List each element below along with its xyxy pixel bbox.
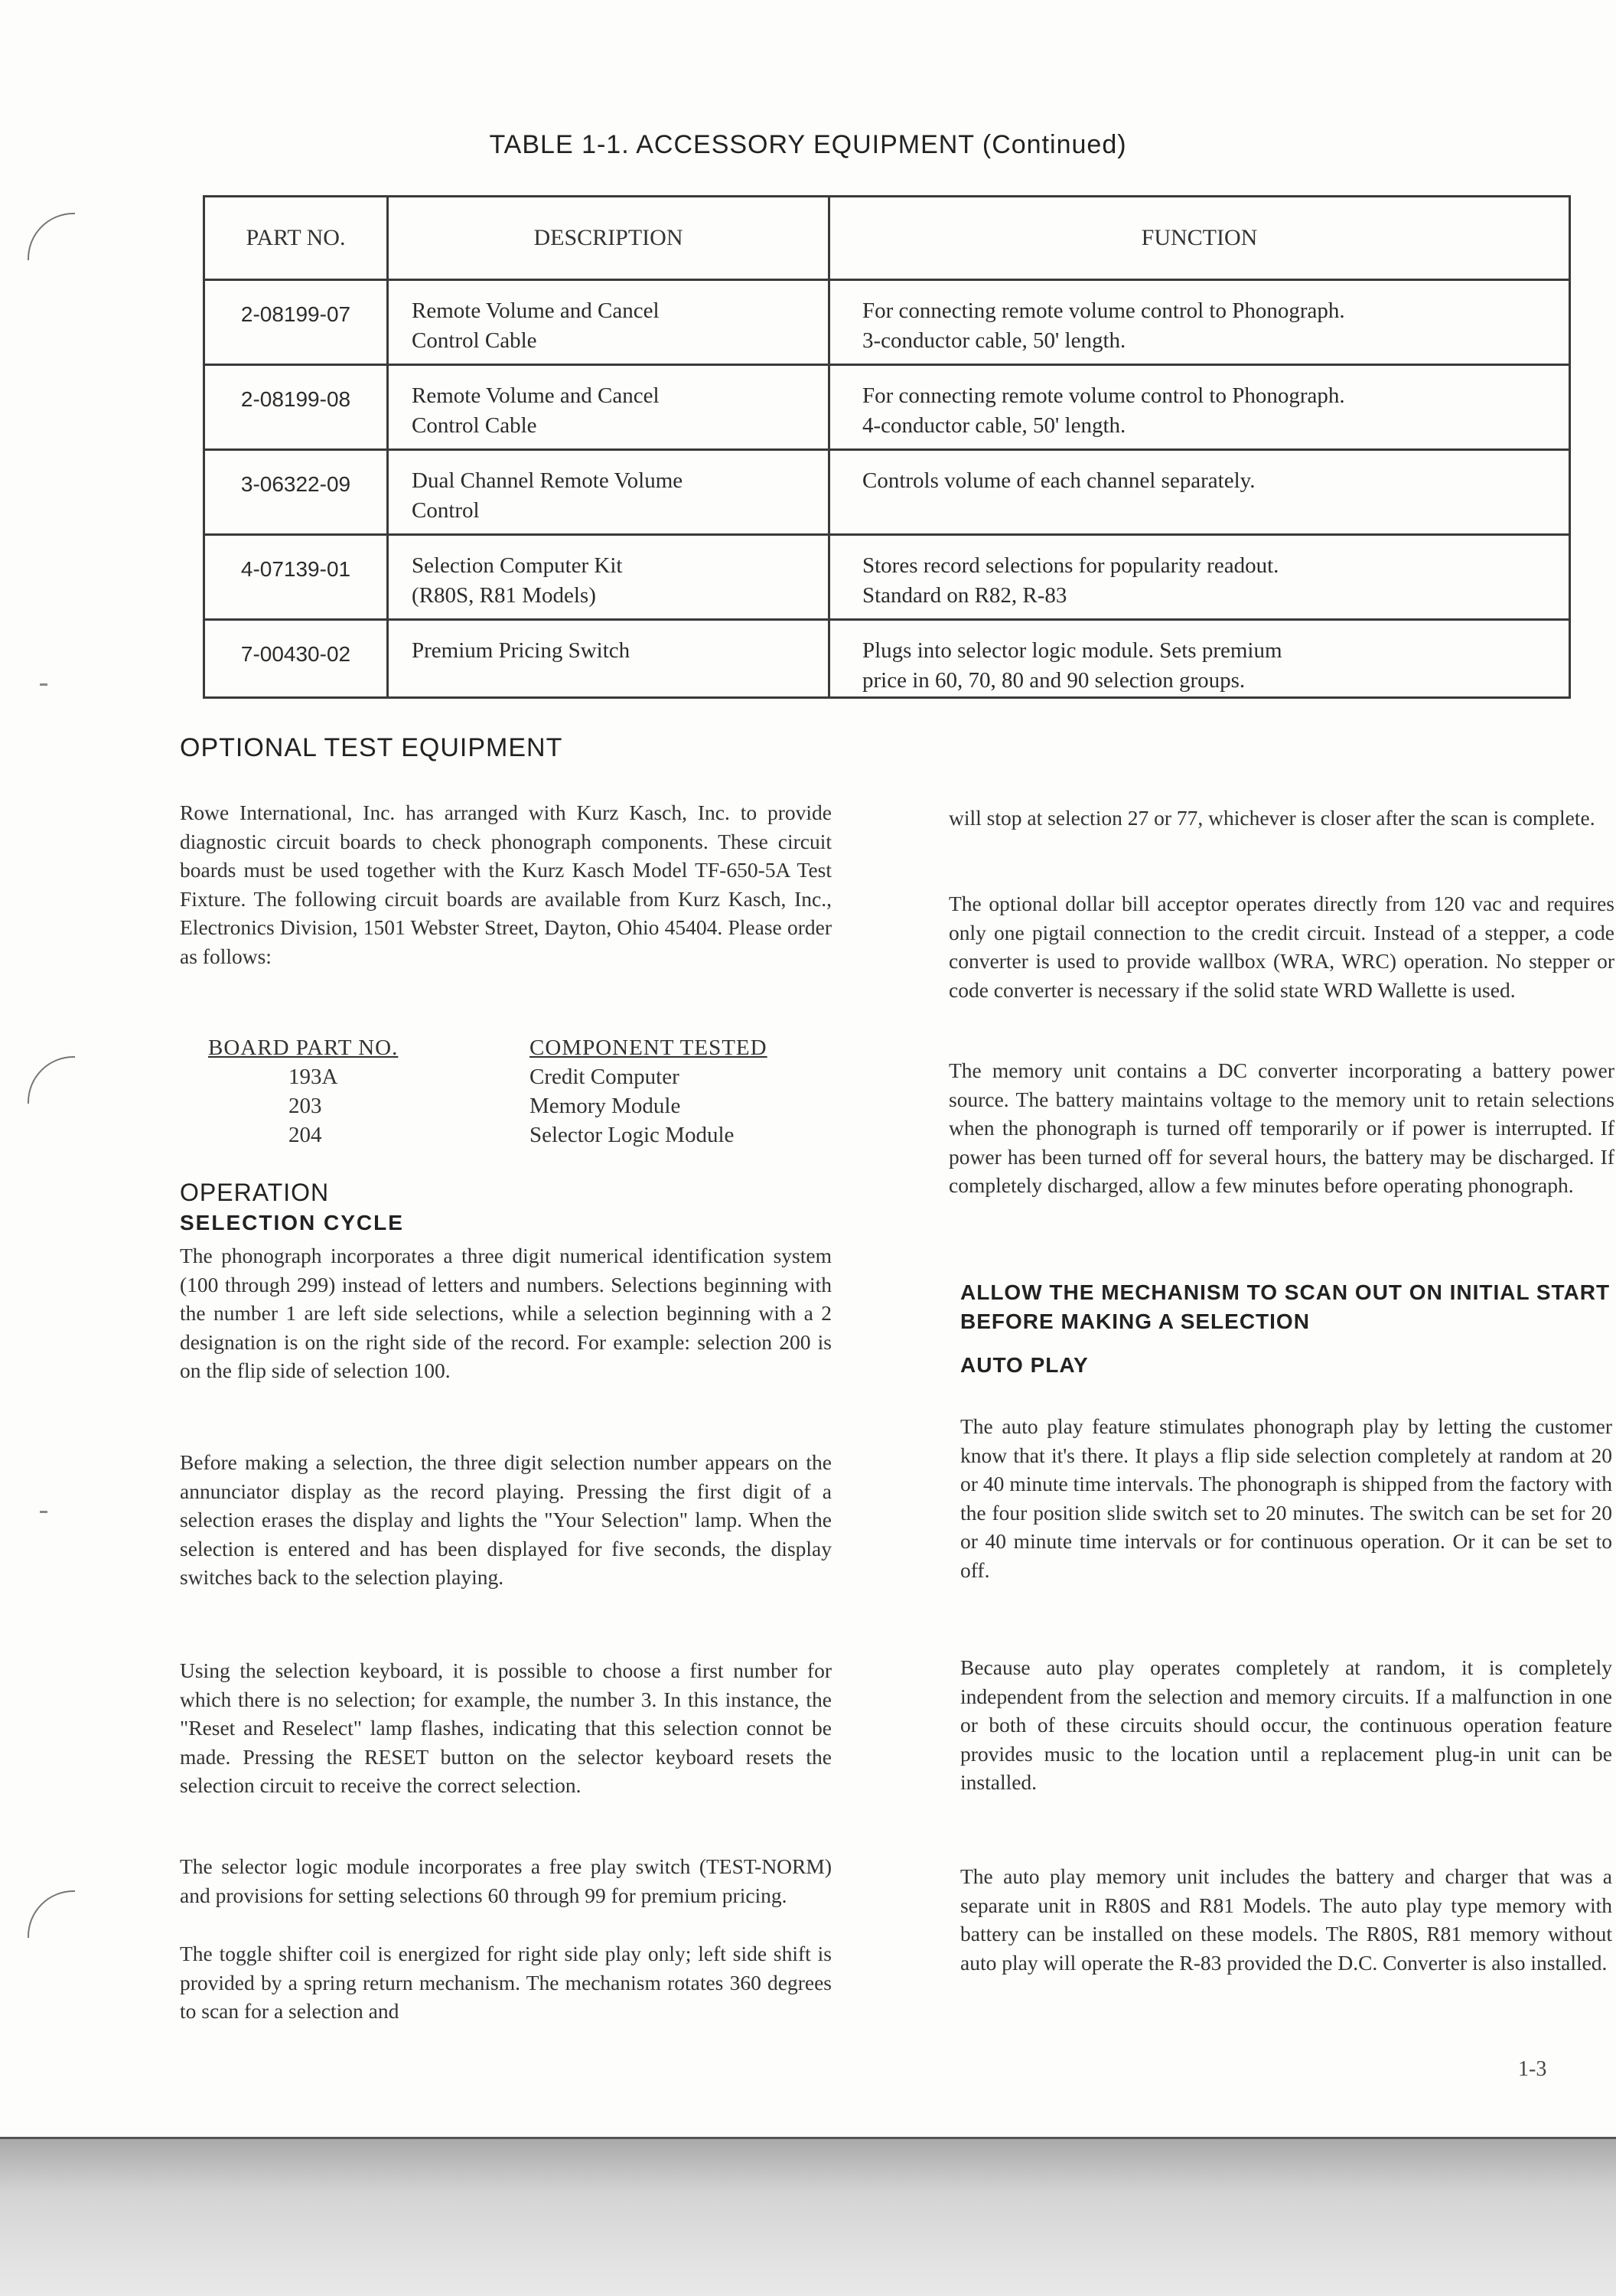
function-cell: Plugs into selector logic module. Sets premium price in 60, 70, 80 and 90 selection groups. — [829, 620, 1570, 698]
right-paragraph: will stop at selection 27 or 77, whichever is closer after the scan is complete. — [949, 806, 1595, 830]
function-cell: Controls volume of each channel separately. — [829, 450, 1570, 535]
accessory-equipment-table — [203, 195, 1571, 699]
part-number: 2-08199-08 — [204, 365, 388, 450]
table-row — [204, 450, 1570, 535]
optional-test-paragraph: Rowe International, Inc. has arranged with Kurz Kasch, Inc. to provide diagnostic circuit boards to check phonograph components. These circuit boards must be used together with the Kurz Kasch Model TF-650-5A Test Fixture. The following circuit boards are available from Kurz Kasch, Inc., Electronics Division, 1501 Webster Street, Dayton, Ohio 45404. Please order as follows: — [180, 801, 832, 968]
description-cell: Dual Channel Remote Volume Control — [388, 450, 829, 535]
component-header: COMPONENT TESTED — [529, 1035, 767, 1060]
margin-mark — [40, 683, 47, 686]
auto-play-paragraph: Because auto play operates completely at random, it is completely independent from the selection and memory circuits. If a malfunction in one or both of these circuits should occur, the continuous operation feature provides music to the location until a replacement plug-in unit can be installed. — [960, 1655, 1612, 1794]
selection-cycle-heading: SELECTION CYCLE — [180, 1211, 404, 1234]
table-title: TABLE 1-1. ACCESSORY EQUIPMENT (Continued) — [489, 130, 1127, 159]
description-cell: Premium Pricing Switch — [388, 620, 829, 698]
punch-hole-mark — [28, 213, 75, 260]
operation-paragraph: Using the selection keyboard, it is possible to choose a first number for which there is no selection; for example, the number 3. In this instance, the "Reset and Reselect" lamp flashes, indicating that this selection connot be made. Pressing the RESET button on the selector keyboard resets the selection circuit to receive the correct selection. — [180, 1658, 832, 1797]
operation-paragraph: The phonograph incorporates a three digit numerical identification system (100 through 299) instead of letters and numbers. Selections beginning with the number 1 are left side selections, while a selection beginning with a 2 designation is on the right side of the record. For example: selection 200 is on the flip side of selection 100. — [180, 1244, 832, 1382]
operation-paragraph: Before making a selection, the three digit selection number appears on the annunciator display as the record playing. Pressing the first digit of a selection erases the display and lights the "Your Selection" lamp. When the selection is entered and has been displayed for five seconds, the display switches back to the selection playing. — [180, 1450, 832, 1589]
punch-hole-mark — [28, 1890, 75, 1938]
part-number: 2-08199-07 — [204, 280, 388, 365]
auto-play-paragraph: The auto play feature stimulates phonograph play by letting the customer know that it's there. It plays a flip side selection completely at random at 20 or 40 minute time intervals. The phonograph is shipped from the factory with the four position slide switch set to 20 minutes. The switch can be set for 20 or 40 minute time intervals or for continuous operation. Or it can be set to off. — [960, 1414, 1612, 1582]
header-function: FUNCTION — [829, 197, 1570, 280]
table-row — [204, 365, 1570, 450]
component-tested: Credit Computer — [529, 1065, 679, 1089]
header-part-no: PART NO. — [204, 197, 388, 280]
right-paragraph: The memory unit contains a DC converter incorporating a battery power source. The battery maintains voltage to the memory unit to retain selections when the phonograph is turned off temporarily or if power is interrupted. If power has been turned off for several hours, the battery may be discharged. If completely discharged, allow a few minutes before operating phonograph. — [949, 1058, 1614, 1197]
table-row — [204, 620, 1570, 698]
margin-mark — [40, 1511, 47, 1513]
table-row — [204, 280, 1570, 365]
description-cell: Remote Volume and Cancel Control Cable — [388, 280, 829, 365]
operation-heading: OPERATION — [180, 1179, 330, 1206]
function-cell: Stores record selections for popularity readout. Standard on R82, R-83 — [829, 535, 1570, 620]
function-cell: For connecting remote volume control to Phonograph. 3-conductor cable, 50' length. — [829, 280, 1570, 365]
right-paragraph: The optional dollar bill acceptor operates directly from 120 vac and requires only one pigtail connection to the credit circuit. Instead of a stepper, a code converter is used to provide wallbox (WRA, WRC) operation. No stepper or code converter is necessary if the solid state WRD Wallette is used. — [949, 892, 1614, 1002]
part-number: 7-00430-02 — [204, 620, 388, 698]
auto-play-heading: AUTO PLAY — [960, 1353, 1089, 1377]
auto-play-paragraph: The auto play memory unit includes the battery and charger that was a separate unit in R80S and R81 Models. The auto play type memory with battery can be installed on these models. The R80S, R81 memory without auto play will operate the R-83 provided the D.C. Converter is also installed. — [960, 1864, 1612, 1975]
operation-paragraph: The toggle shifter coil is energized for right side play only; left side shift is provided by a spring return mechanism. The mechanism rotates 360 degrees to scan for a selection and — [180, 1942, 832, 2023]
scan-notice: ALLOW THE MECHANISM TO SCAN OUT ON INITIAL START BEFORE MAKING A SELECTION — [960, 1280, 1611, 1333]
description-cell: Selection Computer Kit (R80S, R81 Models) — [388, 535, 829, 620]
table-row — [204, 535, 1570, 620]
component-tested: Memory Module — [529, 1094, 681, 1118]
part-number: 3-06322-09 — [204, 450, 388, 535]
board-part: 193A — [288, 1065, 338, 1089]
operation-paragraph: The selector logic module incorporates a free play switch (TEST-NORM) and provisions for setting selections 60 through 99 for premium pricing. — [180, 1854, 832, 1907]
punch-hole-mark — [28, 1056, 75, 1104]
scan-bottom-shadow — [0, 2139, 1616, 2296]
function-cell: For connecting remote volume control to Phonograph. 4-conductor cable, 50' length. — [829, 365, 1570, 450]
description-cell: Remote Volume and Cancel Control Cable — [388, 365, 829, 450]
component-tested: Selector Logic Module — [529, 1123, 735, 1147]
page-number: 1-3 — [1518, 2057, 1547, 2081]
board-part: 203 — [288, 1094, 322, 1118]
board-part-header: BOARD PART NO. — [208, 1035, 399, 1060]
part-number: 4-07139-01 — [204, 535, 388, 620]
header-description: DESCRIPTION — [388, 197, 829, 280]
optional-test-heading: OPTIONAL TEST EQUIPMENT — [180, 733, 563, 762]
board-part: 204 — [288, 1123, 322, 1147]
